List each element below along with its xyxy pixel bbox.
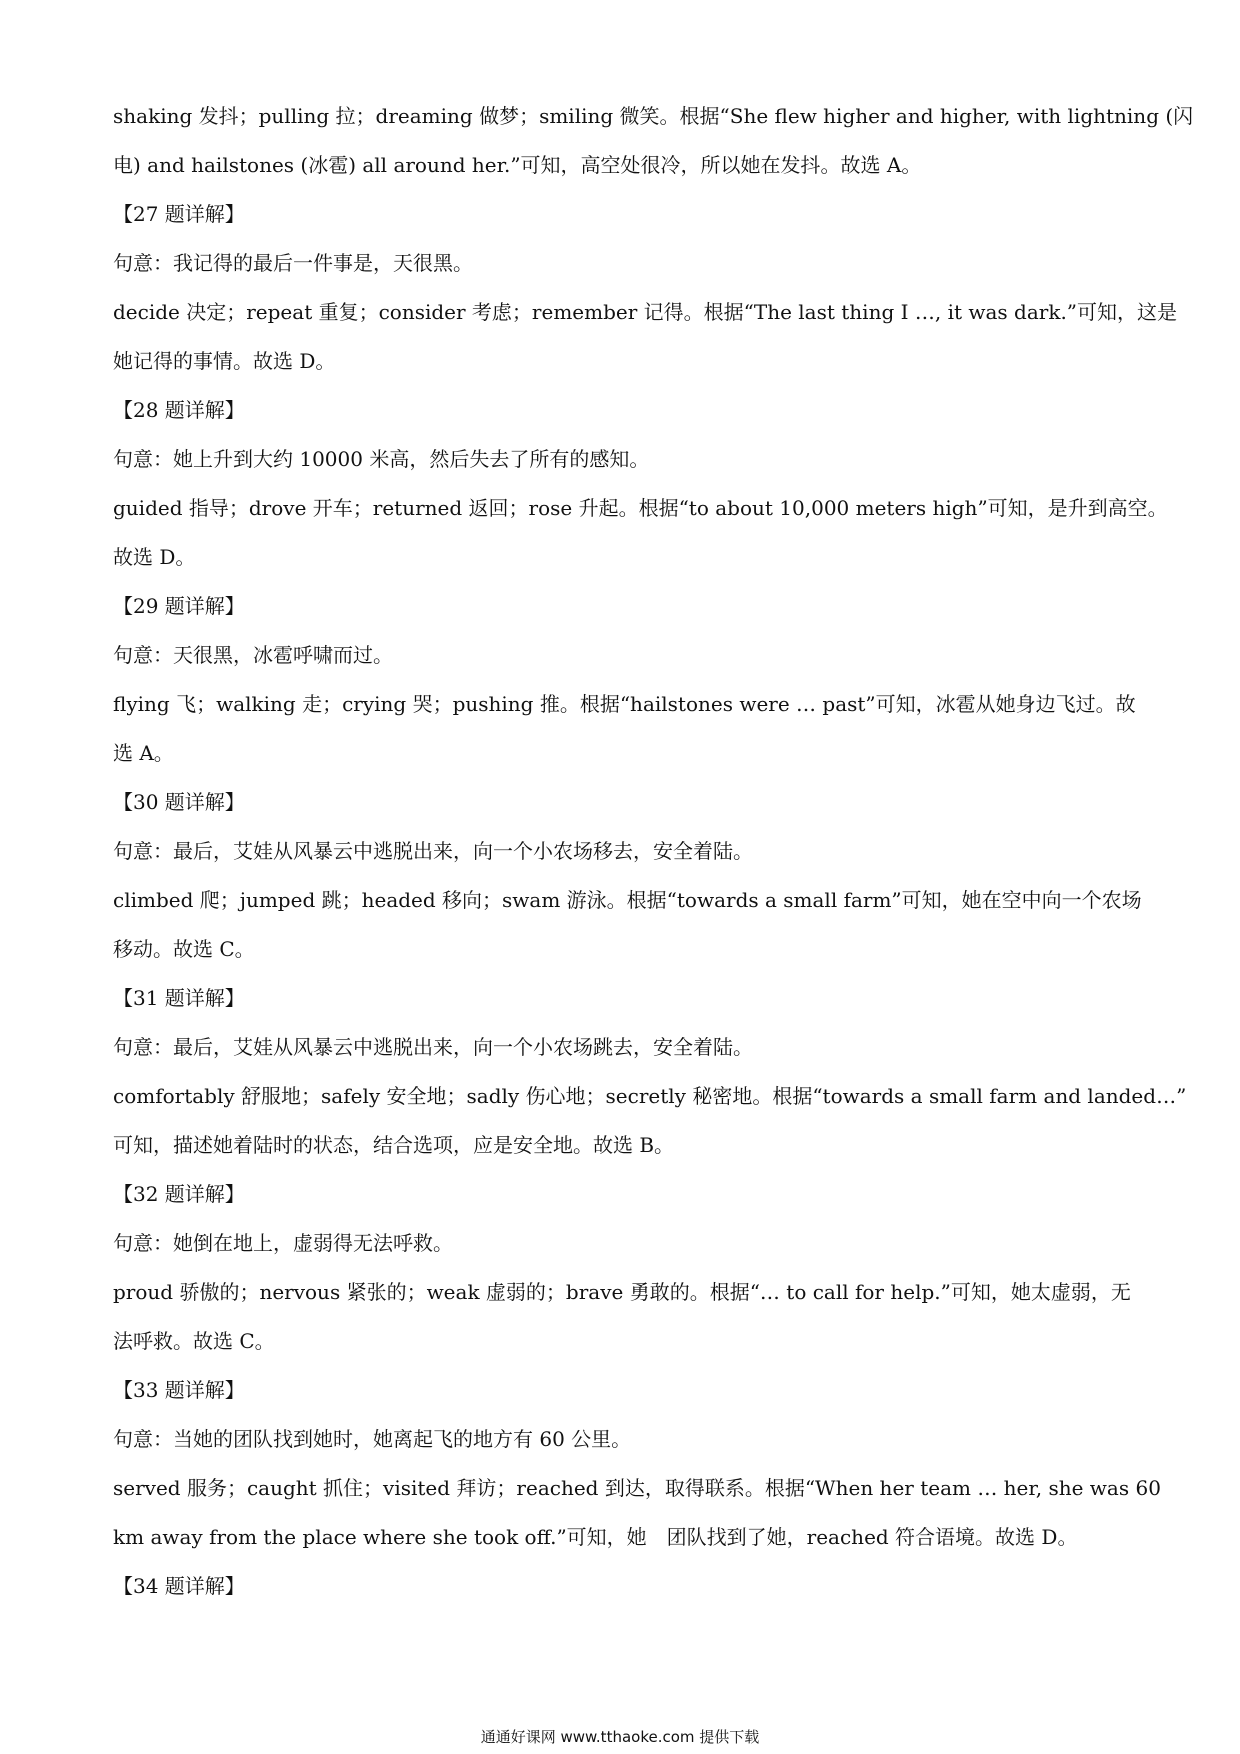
line-14: 选 A。	[113, 741, 174, 765]
line-1: shaking 发抖；pulling 拉；dreaming 做梦；smiling 微笑。根据“She flew higher and higher, with lightning (闪	[113, 104, 1194, 128]
heading-28: 【28 题详解】	[113, 398, 245, 422]
line-20: 句意：最后，艾娃从风暴云中逃脱出来，向一个小农场跳去，安全着陆。	[113, 1035, 753, 1059]
line-21: comfortably 舒服地；safely 安全地；sadly 伤心地；secretly 秘密地。根据“towards a small farm and landed…”	[113, 1084, 1187, 1108]
page-footer: 通通好课网 www.tthaoke.com 提供下载	[480, 1728, 760, 1746]
heading-32: 【32 题详解】	[113, 1182, 245, 1206]
line-9: guided 指导；drove 开车；returned 返回；rose 升起。根据“to about 10,000 meters high”可知，是升到高空。	[113, 496, 1168, 520]
line-8: 句意：她上升到大约 10000 米高，然后失去了所有的感知。	[113, 447, 650, 471]
heading-30: 【30 题详解】	[113, 790, 245, 814]
line-17: climbed 爬；jumped 跳；headed 移向；swam 游泳。根据“towards a small farm”可知，她在空中向一个农场	[113, 888, 1142, 912]
line-28: 句意：当她的团队找到她时，她离起飞的地方有 60 公里。	[113, 1427, 632, 1451]
document-body	[113, 92, 1194, 1611]
line-22: 可知，描述她着陆时的状态，结合选项，应是安全地。故选 B。	[113, 1133, 675, 1157]
line-26: 法呼救。故选 C。	[113, 1329, 275, 1353]
line-30: km away from the place where she took off.”可知，她 团队找到了她，reached 符合语境。故选 D。	[113, 1525, 1078, 1549]
line-25: proud 骄傲的；nervous 紧张的；weak 虚弱的；brave 勇敢的。根据“… to call for help.”可知，她太虚弱，无	[113, 1280, 1131, 1304]
heading-31: 【31 题详解】	[113, 986, 245, 1010]
line-13: flying 飞；walking 走；crying 哭；pushing 推。根据“hailstones were … past”可知，冰雹从她身边飞过。故	[113, 692, 1136, 716]
line-5: decide 决定；repeat 重复；consider 考虑；remember 记得。根据“The last thing I …, it was dark.”可知，这是	[113, 300, 1178, 324]
line-18: 移动。故选 C。	[113, 937, 255, 961]
line-6: 她记得的事情。故选 D。	[113, 349, 336, 373]
line-24: 句意：她倒在地上，虚弱得无法呼救。	[113, 1231, 453, 1255]
line-12: 句意：天很黑，冰雹呼啸而过。	[113, 643, 393, 667]
line-4: 句意：我记得的最后一件事是，天很黑。	[113, 251, 473, 275]
heading-33: 【33 题详解】	[113, 1378, 245, 1402]
heading-34: 【34 题详解】	[113, 1574, 245, 1598]
line-16: 句意：最后，艾娃从风暴云中逃脱出来，向一个小农场移去，安全着陆。	[113, 839, 753, 863]
heading-29: 【29 题详解】	[113, 594, 245, 618]
line-10: 故选 D。	[113, 545, 196, 569]
heading-27: 【27 题详解】	[113, 202, 245, 226]
line-2: 电) and hailstones (冰雹) all around her.”可知，高空处很冷，所以她在发抖。故选 A。	[113, 153, 922, 177]
line-29: served 服务；caught 抓住；visited 拜访；reached 到达，取得联系。根据“When her team … her, she was 60	[113, 1476, 1161, 1500]
